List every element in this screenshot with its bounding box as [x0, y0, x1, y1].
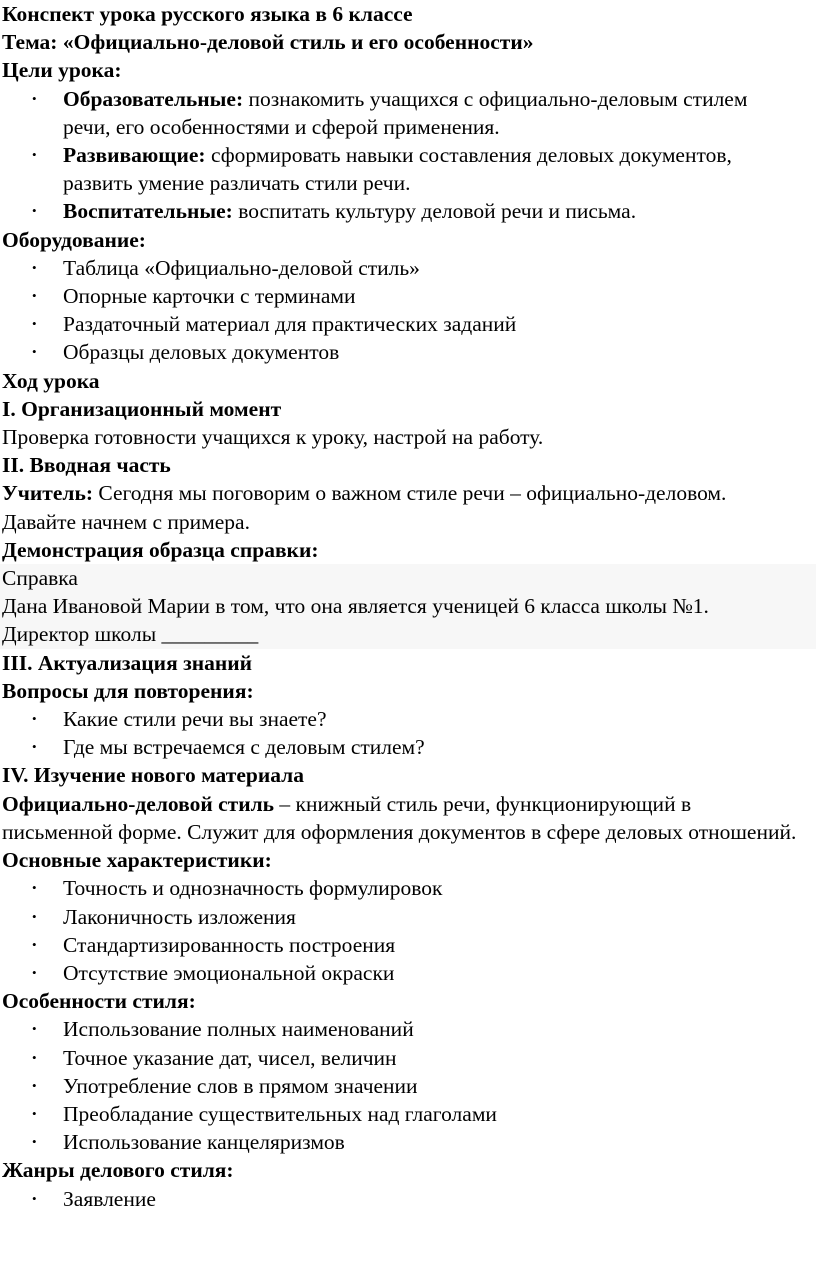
document-title: Конспект урока русского языка в 6 классе [2, 2, 413, 26]
characteristic-item: Лаконичность изложения [63, 904, 296, 929]
features-list [0, 1015, 816, 1156]
feature-item: Использование полных наименований [63, 1017, 414, 1042]
equipment-item: Образцы деловых документов [63, 340, 340, 365]
lesson-topic: Тема: «Официально-деловой стиль и его особенности» [2, 30, 534, 55]
list-item [0, 310, 816, 338]
bullet-icon: • [32, 936, 37, 952]
equipment-heading: Оборудование: [2, 227, 146, 252]
characteristics-list [0, 874, 816, 987]
list-item [0, 1072, 816, 1100]
definition-term: Официально-деловой стиль [2, 791, 275, 816]
certificate-body: Дана Ивановой Марии в том, что она является ученицей 6 класса школы №1. [2, 594, 709, 619]
teacher-label: Учитель: [2, 481, 93, 506]
bullet-icon: • [32, 964, 37, 980]
bullet-icon: • [32, 908, 37, 924]
goal-label: Развивающие: [63, 143, 206, 168]
list-item [0, 903, 816, 931]
list-item [0, 1044, 816, 1072]
bullet-icon: • [32, 880, 37, 896]
goal-text: сформировать навыки составления деловых документов, развить умение различать стили речи. [63, 143, 732, 196]
characteristic-item: Стандартизированность построения [63, 932, 396, 957]
feature-item: Преобладание существительных над глаголами [63, 1101, 497, 1126]
bullet-icon: • [32, 147, 37, 163]
feature-item: Использование канцеляризмов [63, 1130, 345, 1155]
bullet-icon: • [32, 1021, 37, 1037]
list-item [0, 733, 816, 761]
questions-list [0, 705, 816, 761]
characteristic-item: Точность и однозначность формулировок [63, 876, 443, 901]
goal-label: Воспитательные: [63, 199, 233, 224]
list-item [0, 959, 816, 987]
feature-item: Точное указание дат, чисел, величин [63, 1045, 397, 1070]
teacher-text: Сегодня мы поговорим о важном стиле речи – официально-деловом. Давайте начнем с примера. [2, 481, 727, 534]
bullet-icon: • [32, 288, 37, 304]
question-item: Какие стили речи вы знаете? [63, 707, 327, 732]
list-item [0, 705, 816, 733]
section-2-heading: II. Вводная часть [2, 453, 171, 478]
list-item [0, 1015, 816, 1043]
bullet-icon: • [32, 1105, 37, 1121]
bullet-icon: • [32, 739, 37, 755]
goals-heading: Цели урока: [2, 58, 122, 83]
equipment-list [0, 254, 816, 367]
section-3-heading: III. Актуализация знаний [2, 650, 253, 675]
course-heading: Ход урока [2, 368, 100, 393]
features-heading: Особенности стиля: [2, 989, 196, 1014]
section-1-heading: I. Организационный момент [2, 396, 282, 421]
list-item [0, 254, 816, 282]
bullet-icon: • [32, 203, 37, 219]
equipment-item: Таблица «Официально-деловой стиль» [63, 255, 420, 280]
definition-paragraph [0, 790, 816, 846]
list-item [0, 282, 816, 310]
list-item [0, 85, 816, 141]
bullet-icon: • [32, 1134, 37, 1150]
list-item [0, 141, 816, 197]
bullet-icon: • [32, 1049, 37, 1065]
genres-heading: Жанры делового стиля: [2, 1158, 234, 1183]
goal-text: воспитать культуру деловой речи и письма. [232, 199, 637, 224]
bullet-icon: • [32, 316, 37, 332]
characteristic-item: Отсутствие эмоциональной окраски [63, 960, 395, 985]
equipment-item: Опорные карточки с терминами [63, 284, 356, 309]
bullet-icon: • [32, 344, 37, 360]
list-item [0, 197, 816, 225]
genre-item: Заявление [63, 1186, 156, 1211]
goals-list [0, 85, 816, 226]
list-item [0, 931, 816, 959]
characteristics-heading: Основные характеристики: [2, 848, 272, 873]
certificate-sample [0, 564, 816, 649]
certificate-signature: Директор школы _________ [2, 622, 259, 647]
bullet-icon: • [32, 1077, 37, 1093]
list-item [0, 1185, 816, 1213]
bullet-icon: • [32, 259, 37, 275]
equipment-item: Раздаточный материал для практических заданий [63, 312, 517, 337]
list-item [0, 1128, 816, 1156]
section-1-text: Проверка готовности учащихся к уроку, настрой на работу. [2, 425, 544, 450]
definition-text: – книжный стиль речи, функционирующий в письменной форме. Служит для оформления документов в сфере деловых отношений. [2, 791, 797, 844]
goal-label: Образовательные: [63, 86, 244, 111]
demo-heading: Демонстрация образца справки: [2, 537, 319, 562]
questions-heading: Вопросы для повторения: [2, 678, 254, 703]
bullet-icon: • [32, 90, 37, 106]
teacher-paragraph [0, 479, 816, 535]
section-4-heading: IV. Изучение нового материала [2, 763, 304, 788]
bullet-icon: • [32, 1190, 37, 1206]
question-item: Где мы встречаемся с деловым стилем? [63, 735, 425, 760]
feature-item: Употребление слов в прямом значении [63, 1073, 418, 1098]
list-item [0, 874, 816, 902]
genres-list [0, 1185, 816, 1213]
bullet-icon: • [32, 711, 37, 727]
list-item [0, 338, 816, 366]
list-item [0, 1100, 816, 1128]
certificate-title: Справка [2, 566, 78, 591]
goal-text: познакомить учащихся с официально-деловым стилем речи, его особенностями и сферой применения. [63, 86, 748, 139]
